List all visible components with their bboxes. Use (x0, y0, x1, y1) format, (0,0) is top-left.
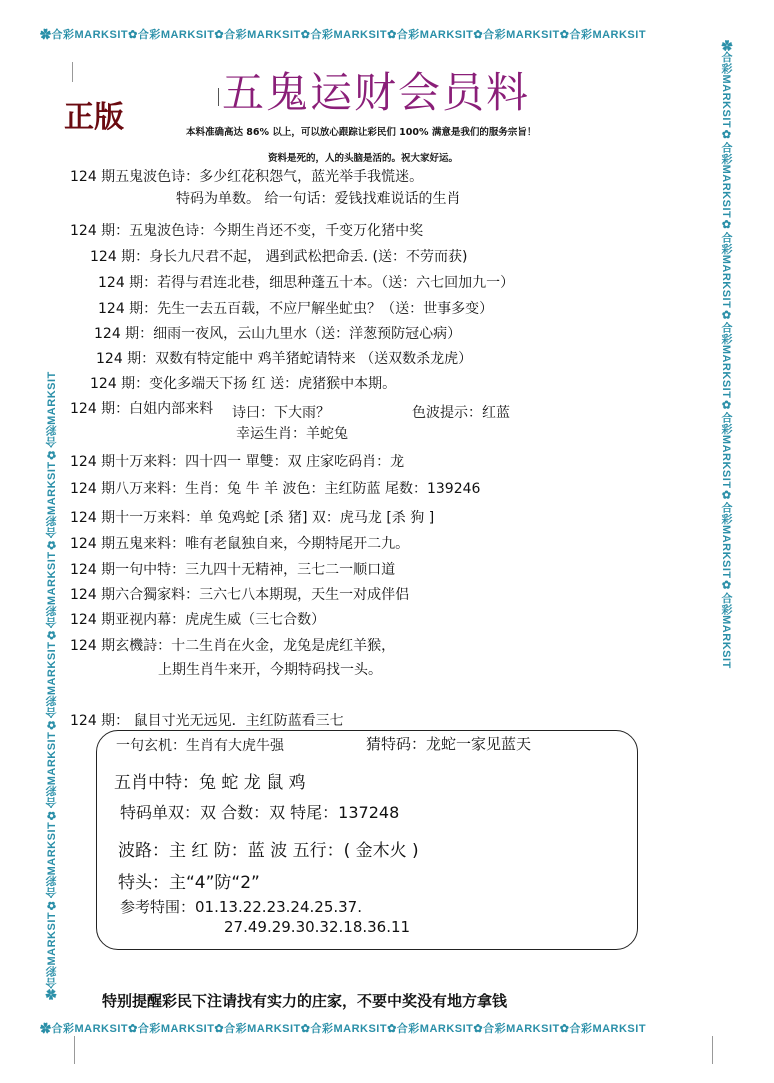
content-line-7: 124 期：细雨一夜风，云山九里水（送：洋葱预防冠心病） (94, 326, 462, 342)
box-reference-1: 参考特围：01.13.22.23.24.25.37. (120, 898, 362, 916)
subtitle-accuracy: 本料准确高达 86% 以上，可以放心跟踪让彩民们 100% 满意是我们的服务宗旨！ (186, 127, 537, 138)
content-line-11: 124 期十万来料：四十四一 單雙：双 庄家吃码肖：龙 (70, 454, 405, 470)
content-line-13: 124 期十一万来料：单 兔鸡蛇 [杀 猪] 双：虎马龙 [杀 狗 ] (70, 510, 435, 526)
content-line-9: 124 期：变化多端天下扬 红 送：虎猪猴中本期。 (90, 376, 397, 392)
border-bottom-strip: ✿合彩MARKSIT✿合彩MARKSIT✿合彩MARKSIT✿合彩MARKSIT✿合彩MARKSIT✿合彩MARKSIT✿合彩MARKSIT (40, 1023, 647, 1035)
content-line-12: 124 期八万来料：生肖：兔 牛 羊 波色：主红防蓝 尾数：139246 (70, 481, 481, 497)
footer-reminder: 特别提醒彩民下注请找有实力的庄家，不要中奖没有地方拿钱 (102, 992, 508, 1010)
title-cursor-mark (218, 88, 219, 106)
border-top-strip: ✿合彩MARKSIT✿合彩MARKSIT✿合彩MARKSIT✿合彩MARKSIT✿合彩MARKSIT✿合彩MARKSIT✿合彩MARKSIT (40, 29, 647, 41)
content-poem: 诗曰：下大雨？ (232, 405, 330, 421)
corner-mark-bottom-left (74, 1036, 76, 1064)
content-line-5: 124 期：若得与君连北巷，细思种蓬五十本。（送：六七回加九一） (98, 275, 515, 291)
content-line-3: 124 期：五鬼波色诗：今期生肖还不变，千变万化猪中奖 (70, 223, 424, 239)
box-guess: 猜特码：龙蛇一家见蓝天 (366, 735, 532, 753)
content-line-1: 124 期五鬼波色诗：多少红花积怨气，蓝光举手我慌迷。 (70, 169, 424, 185)
content-line-15: 124 期一句中特：三九四十无精神，三七二一顺口道 (70, 562, 396, 578)
corner-mark-bottom-right (712, 1036, 714, 1064)
box-reference-2: 27.49.29.30.32.18.36.11 (224, 918, 411, 936)
content-line-20: 124 期： 鼠目寸光无远见．主红防蓝看三七 (70, 713, 344, 729)
content-line-14: 124 期五鬼来料：唯有老鼠独自来，今期特尾开二九。 (70, 536, 410, 552)
content-line-2: 特码为单数。 给一句话：爱钱找难说话的生肖 (176, 191, 461, 207)
box-riddle: 一句玄机：生肖有大虎牛强 (116, 738, 284, 754)
box-head: 特头：主“4”防“2” (118, 873, 260, 893)
border-right-strip: ✿合彩MARKSIT✿合彩MARKSIT✿合彩MARKSIT✿合彩MARKSIT✿合彩MARKSIT✿合彩MARKSIT✿合彩MARKSIT (720, 40, 732, 669)
content-line-16: 124 期六合獨家料：三六七八本期現，天生一对成伴侣 (70, 587, 410, 603)
corner-mark-top-left (72, 62, 74, 82)
box-five-zodiac: 五肖中特：兔 蛇 龙 鼠 鸡 (114, 773, 306, 793)
box-wave: 波路：主 红 防：蓝 波 五行：( 金木火 ) (118, 841, 419, 861)
page-title: 五鬼运财会员料 (222, 68, 531, 117)
content-line-10: 124 期：白姐内部来料 (70, 401, 214, 417)
subtitle-luck: 资料是死的，人的头脑是活的。祝大家好运。 (268, 153, 459, 164)
genuine-badge: 正版 (64, 100, 124, 135)
content-lucky-zodiac: 幸运生肖：羊蛇兔 (236, 426, 348, 442)
content-line-4: 124 期：身长九尺君不起， 遇到武松把命丢. (送：不劳而获) (90, 249, 468, 265)
content-color-hint: 色波提示：红蓝 (412, 405, 510, 421)
content-line-6: 124 期：先生一去五百载，不应尸解坐虻虫？（送：世事多变） (98, 301, 494, 317)
border-left-strip: ✿合彩MARKSIT✿合彩MARKSIT✿合彩MARKSIT✿合彩MARKSIT✿合彩MARKSIT✿合彩MARKSIT✿合彩MARKSIT (46, 371, 58, 1000)
content-line-17: 124 期亚视内幕：虎虎生威（三七合数） (70, 612, 326, 628)
box-parity: 特码单双：双 合数：双 特尾：137248 (120, 803, 400, 822)
content-line-19: 上期生肖牛来开，今期特码找一头。 (158, 662, 382, 678)
content-line-18: 124 期玄機詩：十二生肖在火金，龙兔是虎红羊猴， (70, 638, 396, 654)
content-line-8: 124 期：双数有特定能中 鸡羊猪蛇请特来 （送双数杀龙虎） (96, 351, 473, 367)
